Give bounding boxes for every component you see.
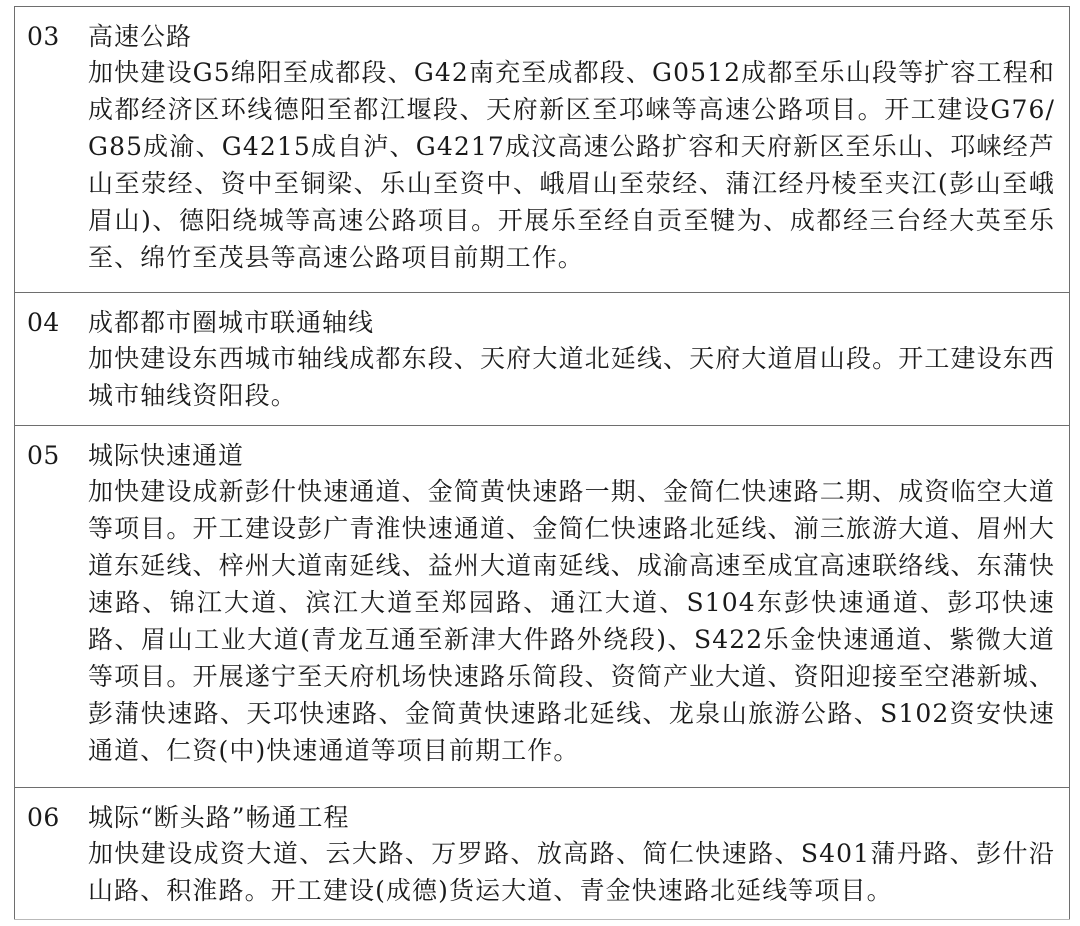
table-row	[15, 426, 1069, 788]
section-number: 06	[27, 803, 60, 832]
table-bottom-edge	[14, 919, 1070, 920]
section-title: 高速公路	[88, 22, 193, 51]
section-number: 05	[27, 441, 60, 470]
section-text: 加快建设成新彭什快速通道、金简黄快速路一期、金简仁快速路二期、成资临空大道等项目。开工建设彭广青淮快速通道、金简仁快速路北延线、湔三旅游大道、眉州大道东延线、梓州大道南延线、益州大道南延线、成渝高速至成宜高速联络线、东蒲快速路、锦江大道、滨江大道至郑园路、通江大道、S104东彭快速通道、彭邛快速路、眉山工业大道(青龙互通至新津大件路外绕段)、S422乐金快速通道、紫微大道等项目。开展遂宁至天府机场快速路乐简段、资简产业大道、资阳迎接至空港新城、彭蒲快速路、天邛快速路、金简黄快速路北延线、龙泉山旅游公路、S102资安快速通道、仁资(中)快速通道等项目前期工作。	[88, 477, 1055, 765]
section-content	[88, 426, 1055, 769]
section-text: 加快建设G5绵阳至成都段、G42南充至成都段、G0512成都至乐山段等扩容工程和成都经济区环线德阳至都江堰段、天府新区至邛崃等高速公路项目。开工建设G76/G85成渝、G4215成自泸、G4217成汶高速公路扩容和天府新区至乐山、邛崃经芦山至荥经、资中至铜梁、乐山至资中、峨眉山至荥经、蒲江经丹棱至夹江(彭山至峨眉山)、德阳绕城等高速公路项目。开展乐至经自贡至犍为、成都经三台经大英至乐至、绵竹至茂县等高速公路项目前期工作。	[88, 58, 1055, 272]
section-title: 城际快速通道	[88, 441, 245, 470]
section-title: 城际“断头路”畅通工程	[88, 803, 350, 832]
section-content	[88, 7, 1055, 276]
section-title: 成都都市圈城市联通轴线	[88, 308, 375, 337]
section-number: 03	[27, 22, 60, 51]
table-row	[15, 293, 1069, 426]
projects-table	[14, 6, 1070, 920]
table-row	[15, 7, 1069, 293]
section-text: 加快建设成资大道、云大路、万罗路、放高路、简仁快速路、S401蒲丹路、彭什沿山路、积淮路。开工建设(成德)货运大道、青金快速路北延线等项目。	[88, 839, 1055, 905]
table-row	[15, 788, 1069, 920]
section-content	[88, 788, 1055, 909]
section-content	[88, 293, 1055, 414]
section-text: 加快建设东西城市轴线成都东段、天府大道北延线、天府大道眉山段。开工建设东西城市轴线资阳段。	[88, 344, 1055, 410]
section-number: 04	[27, 308, 60, 337]
